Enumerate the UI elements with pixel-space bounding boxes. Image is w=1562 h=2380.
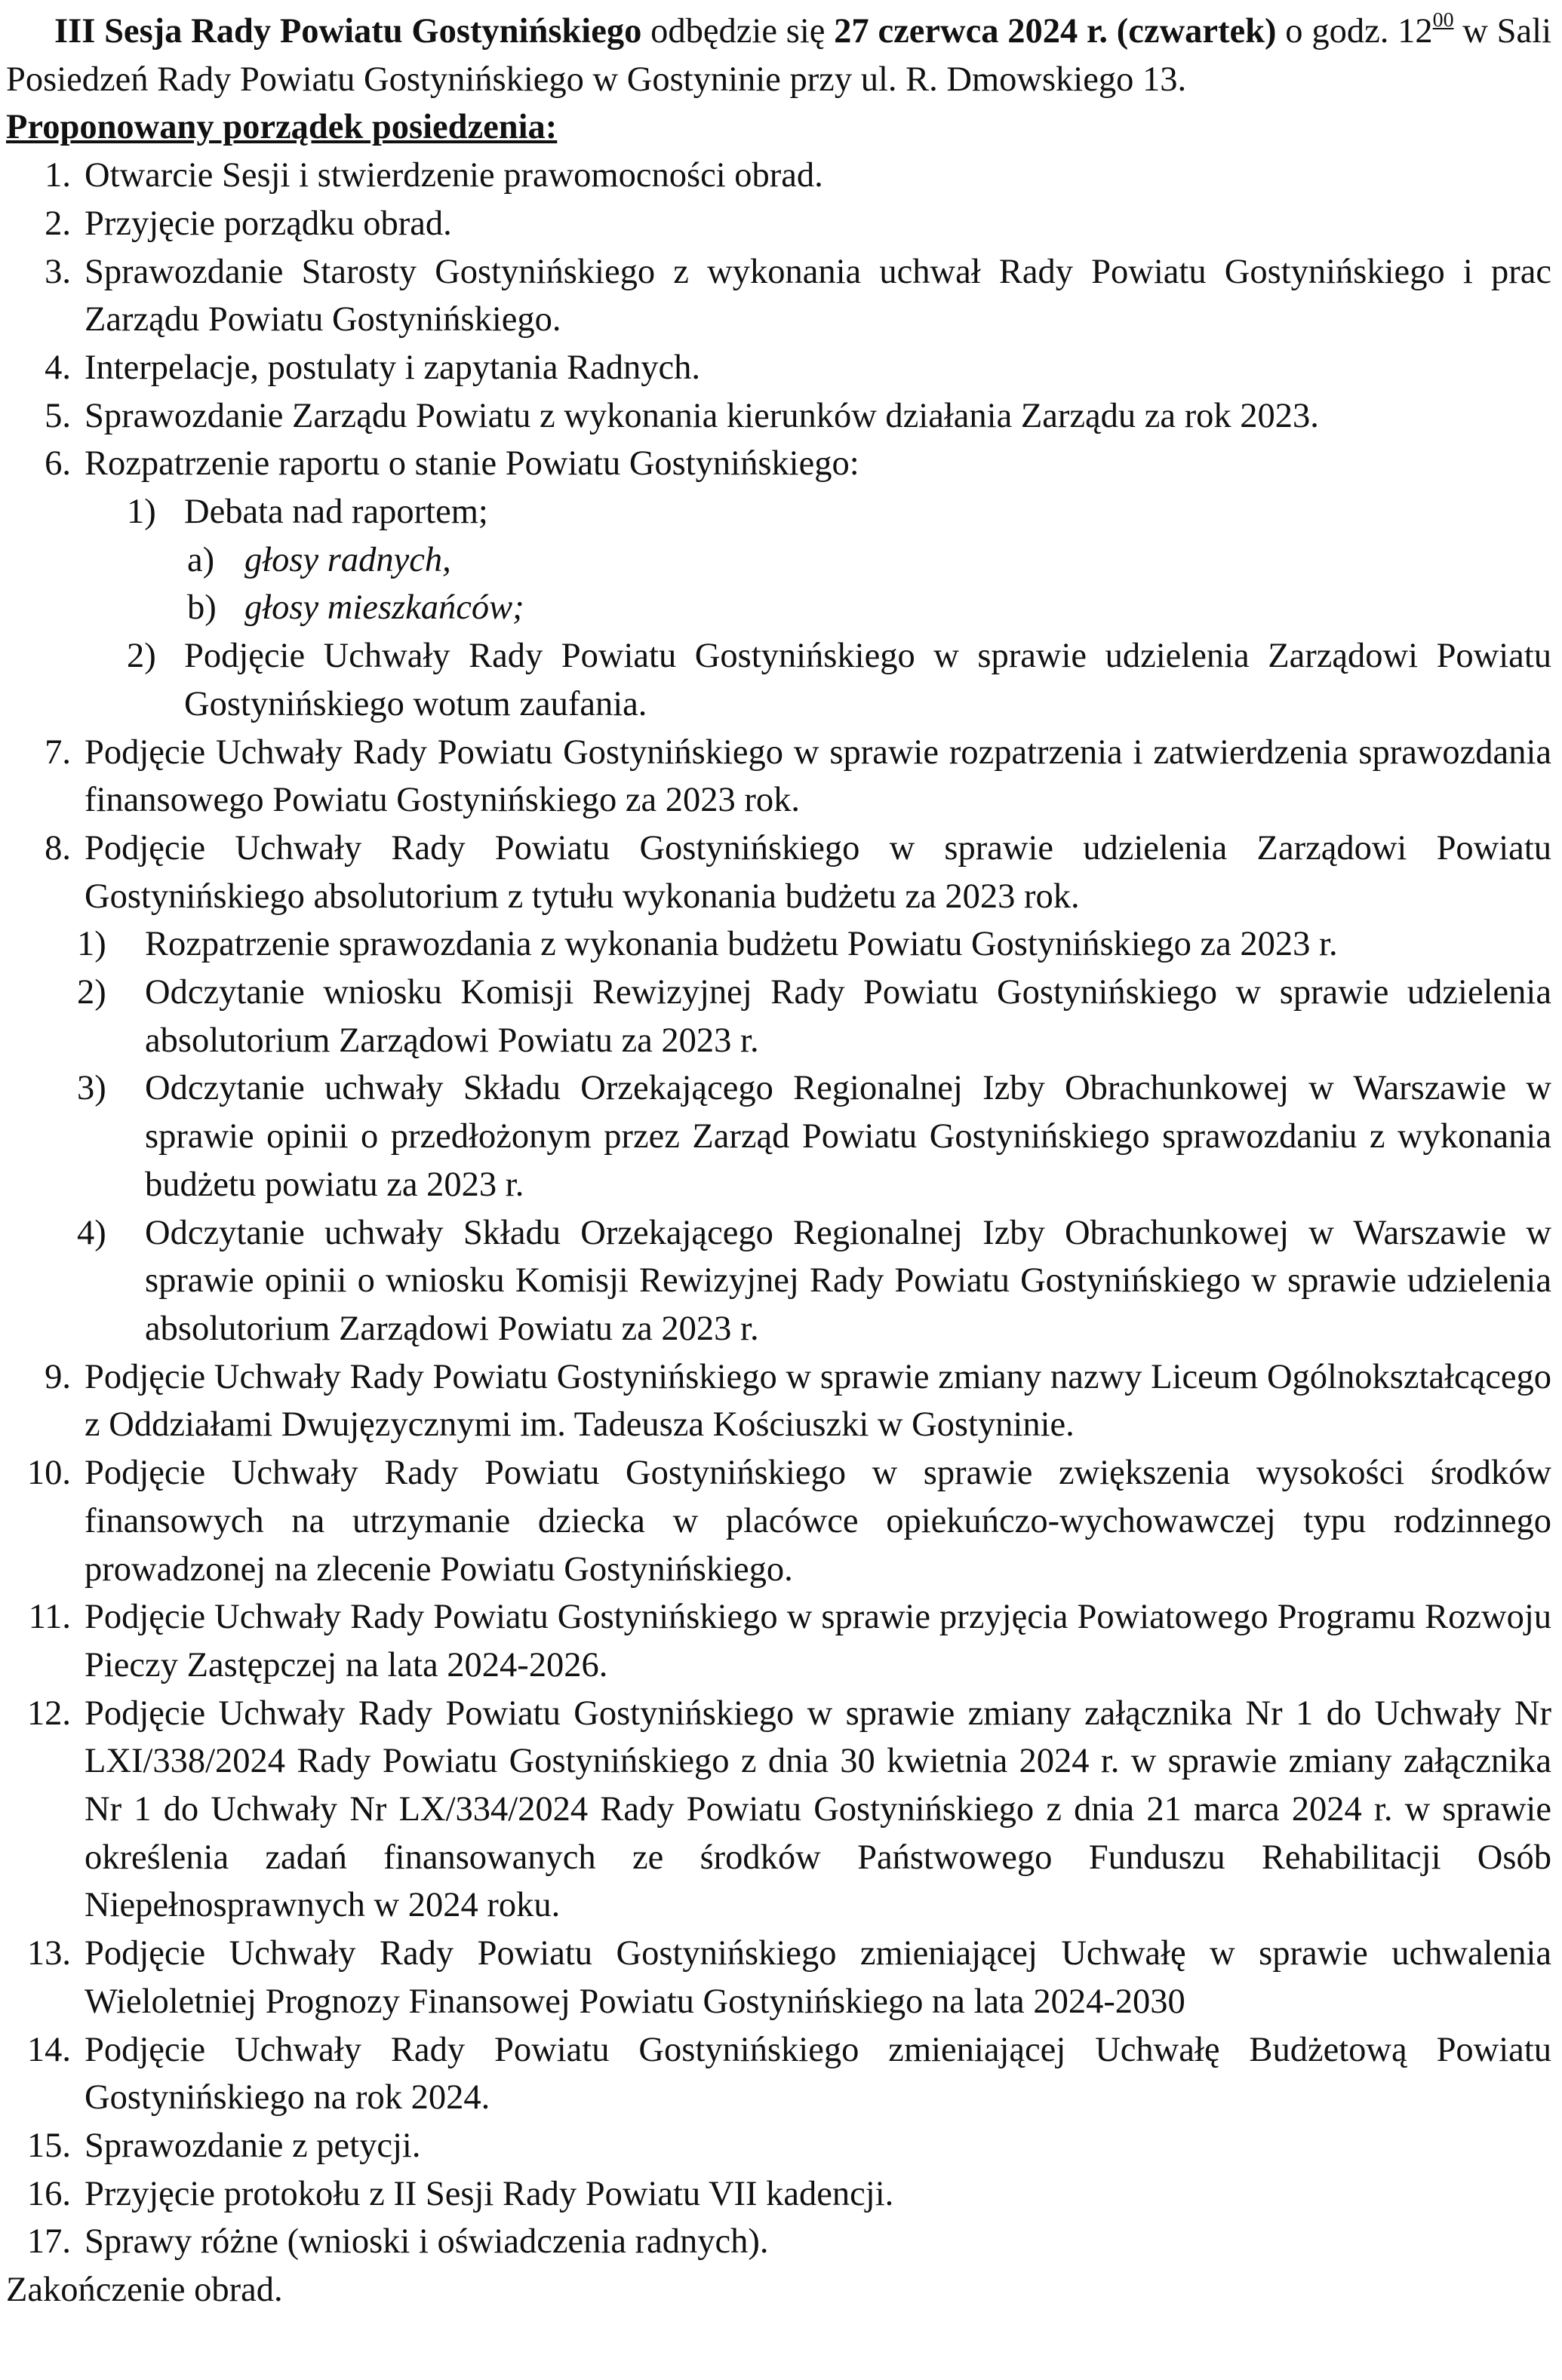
agenda-item-9: 9. Podjęcie Uchwały Rady Powiatu Gostynińskiego w sprawie zmiany nazwy Liceum Ogólnokształcącego z Oddziałami Dwujęzycznymi im. Tadeusza Kościuszki w Gostyninie. xyxy=(45,1357,1551,1445)
agenda-item-12: 12. Podjęcie Uchwały Rady Powiatu Gostynińskiego w sprawie zmiany załącznika Nr 1 do Uchwały Nr LXI/338/2024 Rady Powiatu Gostynińskiego z dnia 30 kwietnia 2024 r. w sprawie zmiany załącznika Nr 1 do Uchwały Nr LX/334/2024 Rady Powiatu Gostynińskiego z dnia 21 marca 2024 r. w sprawie określenia zadań finansowanych ze środków Państwowego Funduszu Rehabilitacji Osób Niepełnosprawnych w 2024 roku. xyxy=(26,1694,1551,1925)
agenda-item-8: 8. Podjęcie Uchwały Rady Powiatu Gostynińskiego w sprawie udzielenia Zarządowi Powiatu Gostynińskiego absolutorium z tytułu wykonania budżetu za 2023 rok. xyxy=(45,828,1551,916)
agenda-item-6: 6. Rozpatrzenie raportu o stanie Powiatu Gostynińskiego: xyxy=(45,444,859,484)
agenda-list-continued xyxy=(6,729,1551,921)
agenda-item-17: 17. Sprawy różne (wnioski i oświadczenia radnych). xyxy=(26,2222,769,2262)
agenda-list xyxy=(6,152,1551,488)
agenda-list-final xyxy=(6,1353,1551,2266)
agenda-item-5: 5. Sprawozdanie Zarządu Powiatu z wykonania kierunków działania Zarządu za rok 2023. xyxy=(45,396,1319,435)
agenda-item-3: 3. Sprawozdanie Starosty Gostynińskiego z wykonania uchwał Rady Powiatu Gostynińskiego i prac Zarządu Powiatu Gostynińskiego. xyxy=(45,252,1551,339)
agenda-heading: Proponowany porządek posiedzenia: xyxy=(6,108,558,147)
agenda-item-8-subitems xyxy=(6,920,1551,1353)
agenda-subitem-8-4: 4) Odczytanie uchwały Składu Orzekającego Regionalnej Izby Obrachunkowej w Warszawie w sprawie opinii o wniosku Komisji Rewizyjnej Rady Powiatu Gostynińskiego w sprawie udzielenia absolutorium Zarządowi Powiatu za 2023 r. xyxy=(77,1213,1551,1348)
agenda-item-15: 15. Sprawozdanie z petycji. xyxy=(26,2126,421,2165)
agenda-subitem-8-3: 3) Odczytanie uchwały Składu Orzekającego Regionalnej Izby Obrachunkowej w Warszawie w sprawie opinii o przedłożonym przez Zarząd Powiatu Gostynińskiego sprawozdaniu z wykonania budżetu powiatu za 2023 r. xyxy=(77,1069,1551,1204)
agenda-item-2: 2. Przyjęcie porządku obrad. xyxy=(45,204,452,243)
agenda-item-6-subitems-2 xyxy=(6,632,1551,728)
agenda-subitem-6-1-points-list xyxy=(6,536,1551,632)
agenda-item-13: 13. Podjęcie Uchwały Rady Powiatu Gostynińskiego zmieniającej Uchwałę w sprawie uchwalenia Wieloletniej Prognozy Finansowej Powiatu Gostynińskiego na lata 2024-2030 xyxy=(26,1934,1551,2021)
agenda-subitem-8-2: 2) Odczytanie wniosku Komisji Rewizyjnej Rady Powiatu Gostynińskiego w sprawie udzielenia absolutorium Zarządowi Powiatu za 2023 r. xyxy=(77,973,1551,1060)
agenda-item-4: 4. Interpelacje, postulaty i zapytania Radnych. xyxy=(45,348,701,387)
agenda-subitem-6-1: 1) Debata nad raportem; xyxy=(127,493,488,532)
agenda-item-6-subitems xyxy=(6,488,1551,536)
session-time-minutes: 00 xyxy=(1432,8,1454,32)
agenda-item-11: 11. Podjęcie Uchwały Rady Powiatu Gostynińskiego w sprawie przyjęcia Powiatowego Programu Rozwoju Pieczy Zastępczej na lata 2024-2026. xyxy=(28,1598,1551,1684)
agenda-subitem-6-2: 2) Podjęcie Uchwały Rady Powiatu Gostynińskiego w sprawie udzielenia Zarządowi Powiatu Gostynińskiego wotum zaufania. xyxy=(127,637,1551,723)
closing-line: Zakończenie obrad. xyxy=(6,2271,283,2310)
session-date: 27 czerwca 2024 r. (czwartek) xyxy=(834,12,1277,51)
agenda-item-7: 7. Podjęcie Uchwały Rady Powiatu Gostynińskiego w sprawie rozpatrzenia i zatwierdzenia sprawozdania finansowego Powiatu Gostynińskiego za 2023 rok. xyxy=(45,732,1551,820)
agenda-item-16: 16. Przyjęcie protokołu z II Sesji Rady Powiatu VII kadencji. xyxy=(26,2174,894,2213)
agenda-item-1: 1. Otwarcie Sesji i stwierdzenie prawomocności obrad. xyxy=(45,156,823,195)
agenda-subitem-8-1: 1) Rozpatrzenie sprawozdania z wykonania budżetu Powiatu Gostynińskiego za 2023 r. xyxy=(77,925,1338,964)
agenda-point-6-1-a: a) głosy radnych, xyxy=(187,540,451,579)
agenda-item-10: 10. Podjęcie Uchwały Rady Powiatu Gostynińskiego w sprawie zwiększenia wysokości środków finansowych na utrzymanie dziecka w placówce opiekuńczo-wychowawczej typu rodzinnego prowadzonej na zlecenie Powiatu Gostynińskiego. xyxy=(26,1454,1551,1589)
session-name: III Sesja Rady Powiatu Gostynińskiego xyxy=(54,12,642,51)
agenda-point-6-1-b: b) głosy mieszkańców; xyxy=(187,588,524,628)
session-announcement: III Sesja Rady Powiatu Gostynińskiego odbędzie się 27 czerwca 2024 r. (czwartek) o godz. $12^{00}$ w Sali Posiedzeń Rady Powiatu Gostynińskiego w Gostyninie przy ul. R. Dmowskiego 13. xyxy=(6,8,1551,99)
agenda-item-14: 14. Podjęcie Uchwały Rady Powiatu Gostynińskiego zmieniającej Uchwałę Budżetową Powiatu Gostynińskiego na rok 2024. xyxy=(26,2030,1551,2117)
